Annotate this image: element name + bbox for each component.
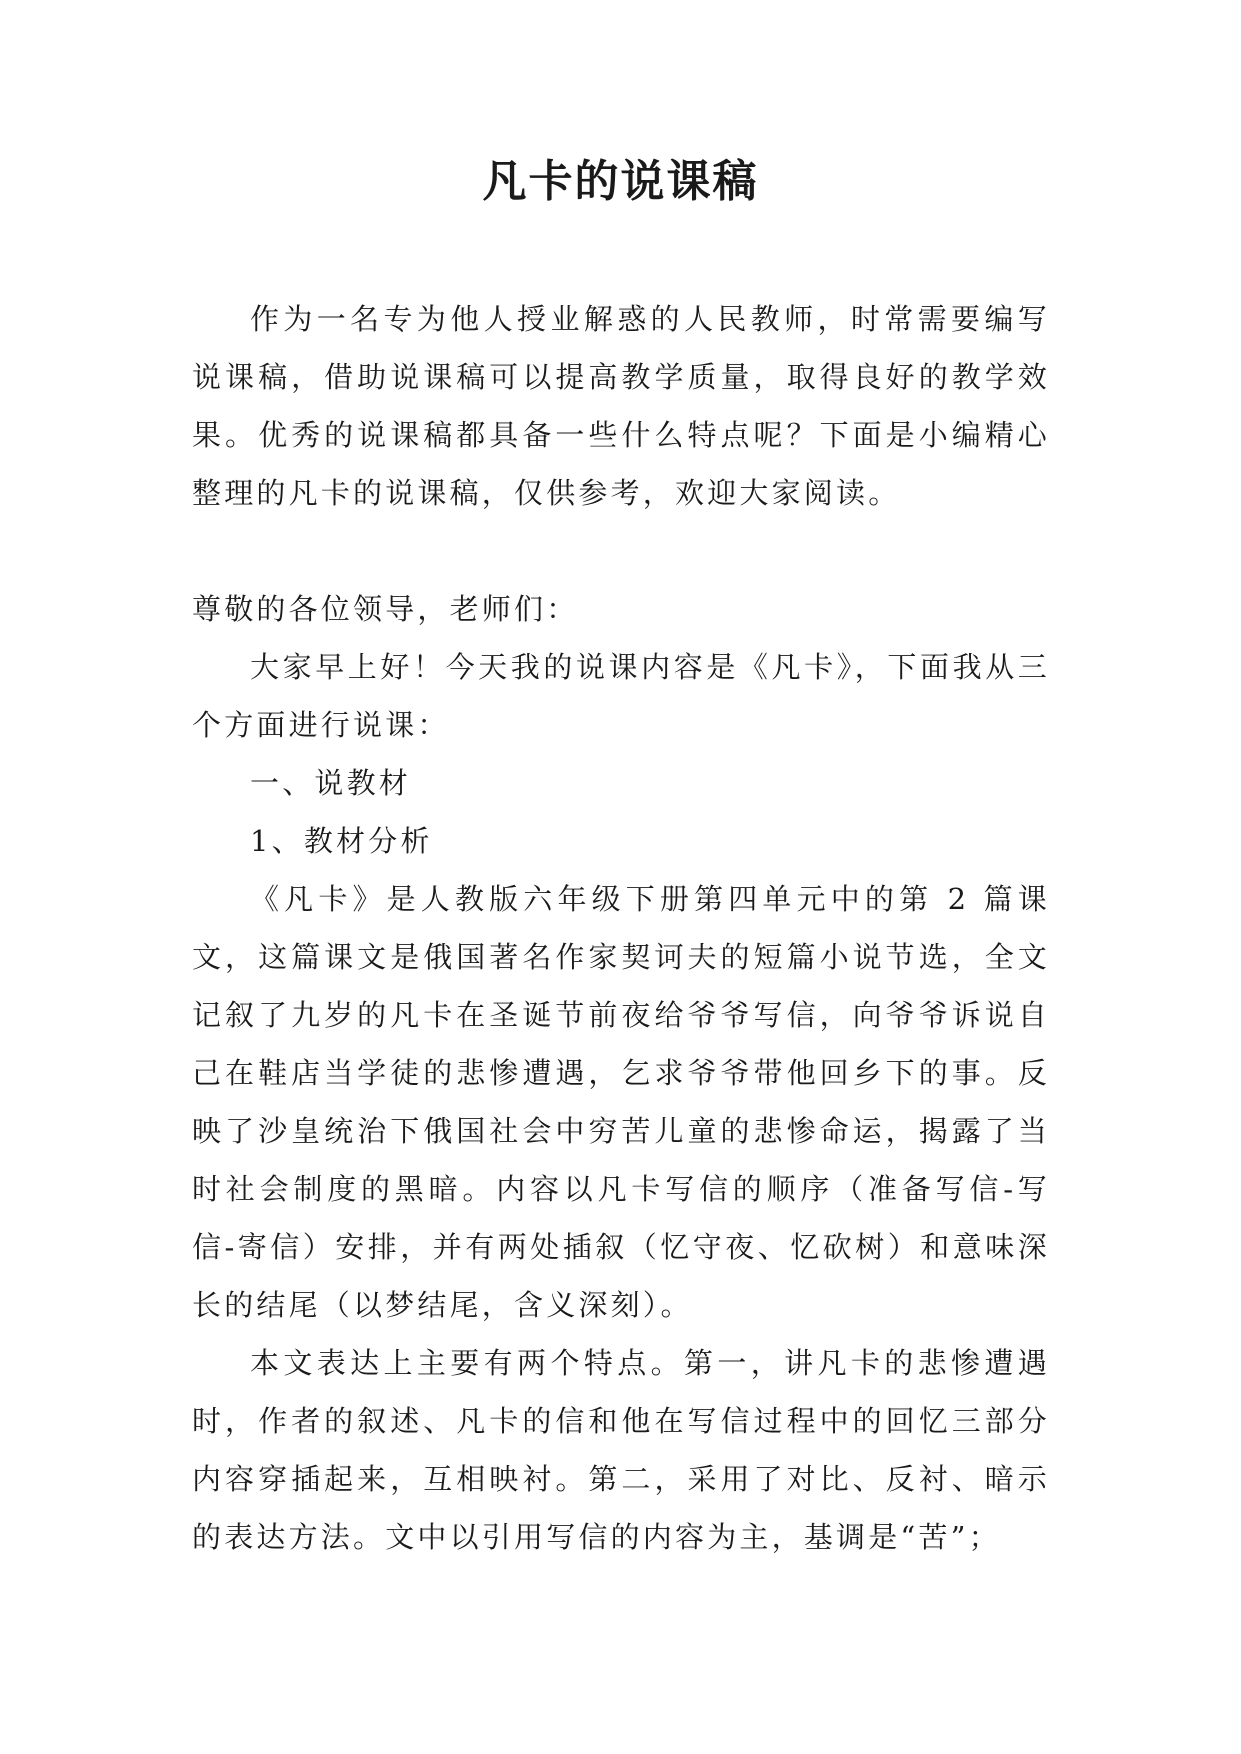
section-heading-textbook: 一、说教材 bbox=[250, 766, 412, 800]
paragraph-spacer bbox=[192, 522, 1050, 580]
subsection-heading-analysis: 1、教材分析 bbox=[250, 824, 433, 858]
intro-paragraph: 作为一名专为他人授业解惑的人民教师，时常需要编写说课稿，借助说课稿可以提高教学质量，取得良好的教学效果。优秀的说课稿都具备一些什么特点呢？下面是小编精心整理的凡卡的说课稿，仅供参考，欢迎大家阅读。 bbox=[192, 302, 1050, 510]
features-paragraph: 本文表达上主要有两个特点。第一，讲凡卡的悲惨遭遇时，作者的叙述、凡卡的信和他在写信过程中的回忆三部分内容穿插起来，互相映衬。第二，采用了对比、反衬、暗示的表达方法。文中以引用写信的内容为主，基调是“苦”； bbox=[192, 1346, 1050, 1554]
analysis-paragraph: 《凡卡》是人教版六年级下册第四单元中的第 2 篇课文，这篇课文是俄国著名作家契诃夫的短篇小说节选，全文记叙了九岁的凡卡在圣诞节前夜给爷爷写信，向爷爷诉说自己在鞋店当学徒的悲惨遭遇，乞求爷爷带他回乡下的事。反映了沙皇统治下俄国社会中穷苦儿童的悲惨命运，揭露了当时社会制度的黑暗。内容以凡卡写信的顺序（准备写信-写信-寄信）安排，并有两处插叙（忆守夜、忆砍树）和意味深长的结尾（以梦结尾，含义深刻）。 bbox=[192, 882, 1050, 1322]
document-body bbox=[192, 290, 1050, 1566]
opening-paragraph: 大家早上好！今天我的说课内容是《凡卡》，下面我从三个方面进行说课： bbox=[192, 650, 1050, 742]
greeting-line: 尊敬的各位领导，老师们： bbox=[192, 592, 579, 626]
document-title: 凡卡的说课稿 bbox=[482, 156, 759, 207]
